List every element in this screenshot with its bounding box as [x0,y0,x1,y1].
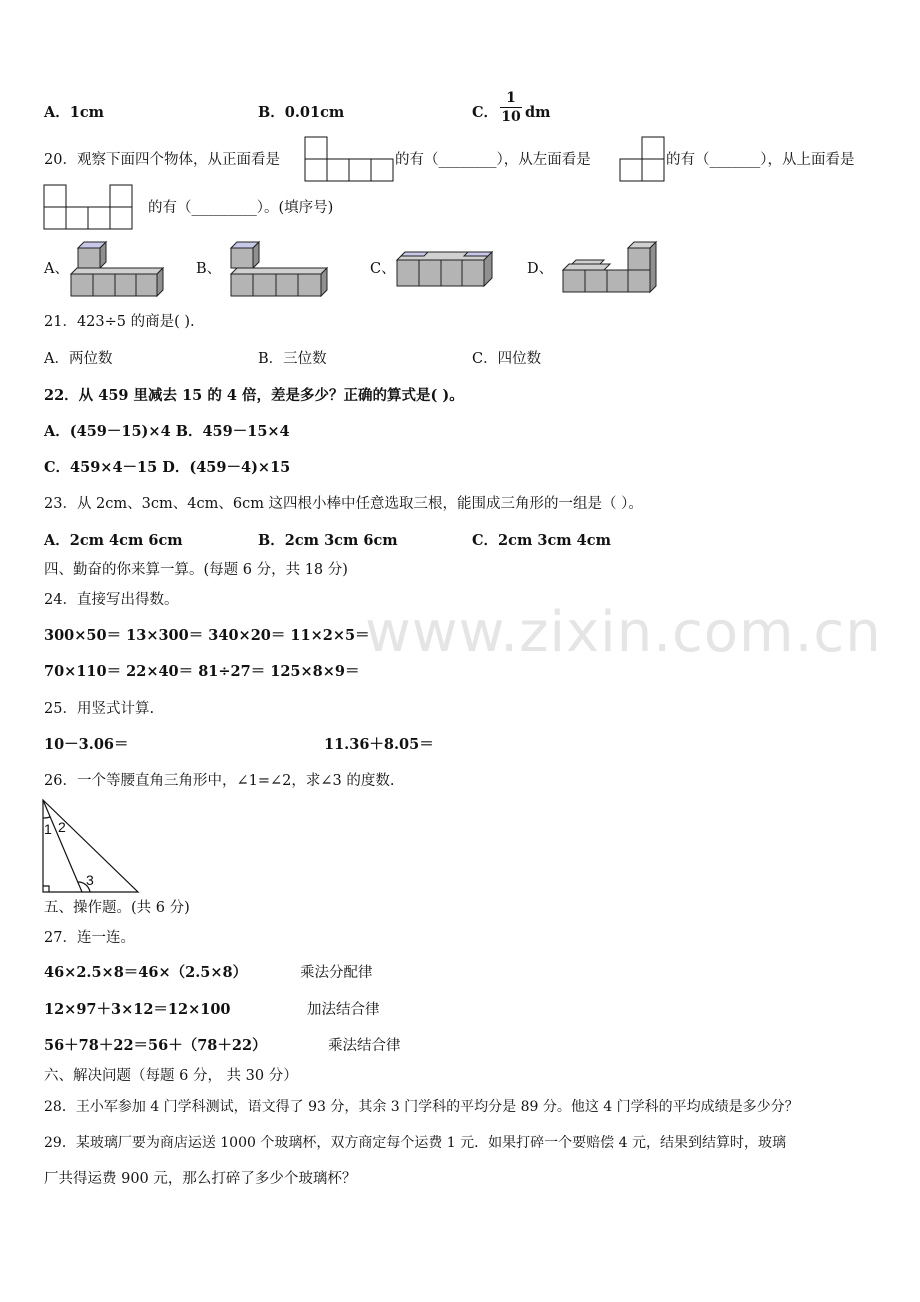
q25-stem: 25．用竖式计算. [44,701,155,717]
q22-options-ab: A．(459－15)×4 B．459－15×4 [44,423,290,440]
section-4-heading: 四、勤奋的你来算一算。(每题 6 分，共 18 分) [44,562,348,578]
q23-option-a: A．2cm 4cm 6cm [44,532,183,549]
q20-option-a-figure [68,240,168,298]
q20-part4: 的有（_________）。(填序号) [148,200,334,216]
q23-option-c: C．2cm 3cm 4cm [472,532,611,549]
q26-triangle-figure [38,796,142,896]
q20-left-view-figure [619,136,665,184]
angle-1-label: 1 [44,821,52,837]
q19-option-c-fraction [500,90,522,125]
q22-stem: 22．从 459 里减去 15 的 4 倍，差是多少？正确的算式是( )。 [44,387,464,404]
q19-option-b: B．0.01cm [258,104,345,121]
q20-option-c-figure [394,246,496,290]
q24-row-2: 70×110＝ 22×40＝ 81÷27＝ 125×8×9＝ [44,663,360,680]
q24-stem: 24．直接写出得数。 [44,592,179,608]
q27-right-1: 乘法分配律 [300,965,373,981]
q29-line-2: 厂共得运费 900 元，那么打碎了多少个玻璃杯？ [44,1171,357,1187]
q20-part2: 的有（________），从左面看是 [395,152,591,168]
watermark: www.zixin.com.cn [365,600,882,665]
q21-stem: 21．423÷5 的商是( ). [44,314,195,330]
q19-option-a: A．1cm [44,104,105,121]
angle-2-label: 2 [58,819,66,835]
q22-options-cd: C．459×4－15 D．(459－4)×15 [44,459,291,476]
q19-option-c-unit: dm [525,104,551,121]
q20-option-d-figure [560,240,664,298]
fraction-numerator: 1 [506,90,516,106]
q20-top-view-figure [43,184,133,232]
q19-option-c-label: C． [472,104,499,121]
q21-option-c: C．四位数 [472,351,542,367]
section-5-heading: 五、操作题。(共 6 分) [44,900,190,916]
angle-3-label: 3 [86,872,94,888]
q27-left-3: 56＋78＋22＝56＋（78＋22） [44,1037,267,1054]
q27-stem: 27．连一连。 [44,930,135,946]
q23-stem: 23．从 2cm、3cm、4cm、6cm 这四根小棒中任意选取三根，能围成三角形的一组是（ ）。 [44,496,643,512]
q20-part3: 的有（_______），从上面看是 [666,152,855,168]
q20-option-a-label: A、 [44,261,69,277]
q29-line-1: 29．某玻璃厂要为商店运送 1000 个玻璃杯，双方商定每个运费 1 元．如果打碎一个要赔偿 4 元，结果到结算时，玻璃 [44,1135,786,1151]
q20-option-d-label: D、 [527,261,554,277]
q27-left-1: 46×2.5×8＝46×（2.5×8） [44,964,248,981]
q26-stem: 26．一个等腰直角三角形中，∠1=∠2，求∠3 的度数. [44,773,395,789]
q27-right-2: 加法结合律 [307,1002,380,1018]
q24-row-1: 300×50＝ 13×300＝ 340×20＝ 11×2×5＝ [44,627,370,644]
fraction-denominator: 10 [501,109,521,125]
section-6-heading: 六、解决问题（每题 6 分， 共 30 分） [44,1068,298,1084]
q25-right: 11.36＋8.05＝ [324,736,434,753]
q20-option-c-label: C、 [370,261,396,277]
q28-text: 28．王小军参加 4 门学科测试，语文得了 93 分，其余 3 门学科的平均分是 89 分。他这 4 门学科的平均成绩是多少分？ [44,1099,799,1115]
q21-option-a: A．两位数 [44,351,113,367]
q20-option-b-figure [228,240,332,298]
q23-option-b: B．2cm 3cm 6cm [258,532,398,549]
q21-option-b: B．三位数 [258,351,327,367]
q20-front-view-figure [304,136,394,184]
q27-left-2: 12×97＋3×12＝12×100 [44,1001,231,1018]
q20-option-b-label: B、 [196,261,222,277]
q20-part1: 20．观察下面四个物体，从正面看是 [44,152,280,168]
q27-right-3: 乘法结合律 [328,1038,401,1054]
q25-left: 10－3.06＝ [44,736,129,753]
